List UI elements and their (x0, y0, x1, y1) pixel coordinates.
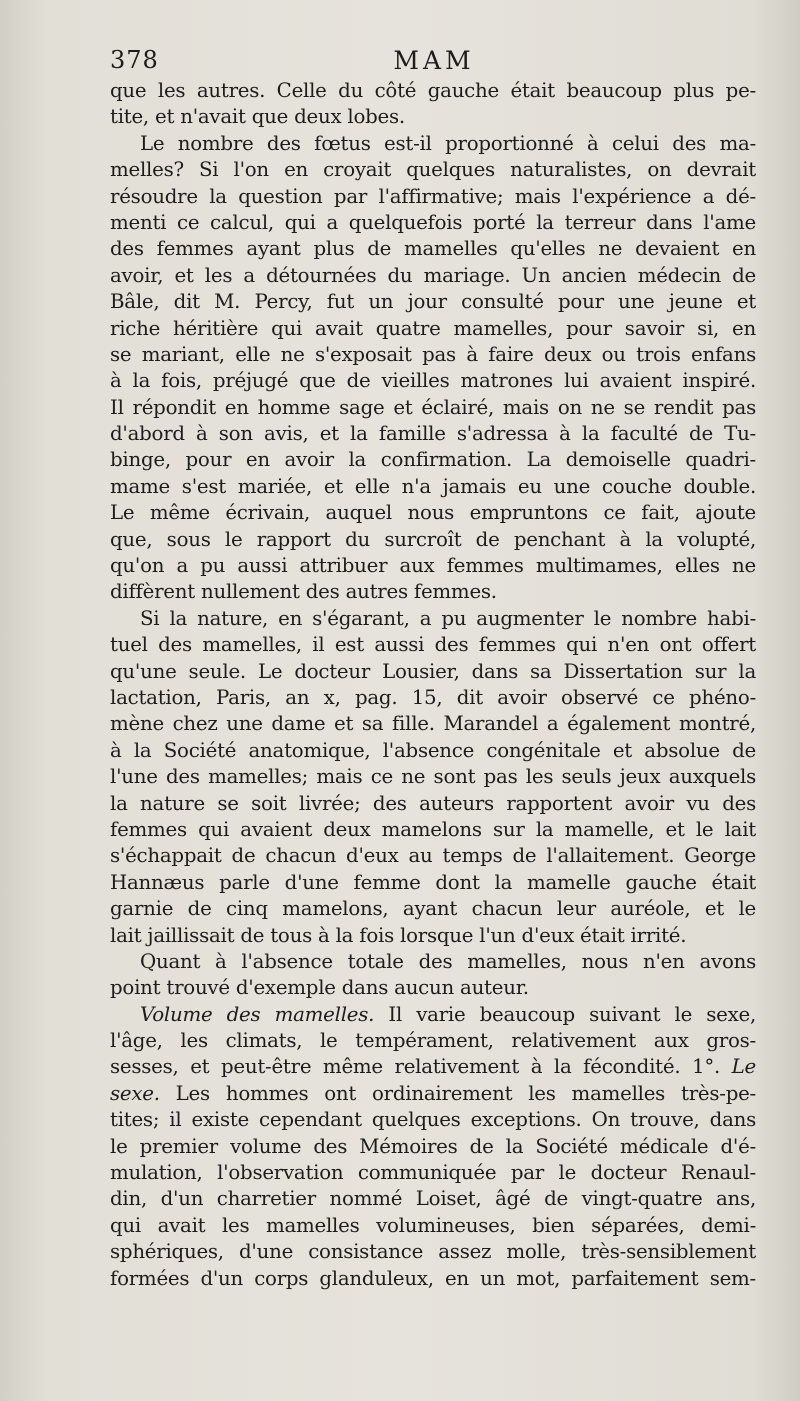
text-line: résoudre la question par l'affirmative; mais l'expérience a dé- (110, 184, 756, 208)
text-line: lait jaillissait de tous à la fois lorsque l'un d'eux était irrité. (110, 923, 687, 947)
paragraph-list (110, 78, 756, 1002)
text-line: qu'on a pu aussi attribuer aux femmes multimames, elles ne (110, 554, 756, 578)
text-line: qui avait les mamelles volumineuses, bien séparées, demi- (110, 1213, 756, 1237)
text-line: qu'une seule. Le docteur Lousier, dans sa Dissertation sur la (110, 659, 756, 683)
text-line: lactation, Paris, an x, pag. 15, dit avoir observé ce phéno- (110, 685, 756, 709)
text-line: à la Société anatomique, l'absence congénitale et absolue de (110, 738, 756, 762)
text-span: Les hommes ont ordinairement les mamelles très-pe- (159, 1081, 756, 1105)
text-line: tuel des mamelles, il est aussi des femmes qui n'en ont offert (110, 633, 756, 657)
text-line: Quant à l'absence totale des mamelles, nous n'en avons (140, 949, 756, 973)
text-line: garnie de cinq mamelons, ayant chacun leur auréole, et le (110, 897, 756, 921)
text-line: formées d'un corps glanduleux, en un mot, parfaitement sem- (110, 1266, 756, 1290)
page-number: 378 (110, 46, 159, 74)
text-line: mulation, l'observation communiquée par le docteur Renaul- (110, 1161, 756, 1185)
paragraph (110, 606, 756, 949)
text-line: avoir, et les a détournées du mariage. Un ancien médecin de (110, 263, 756, 287)
text-line: Si la nature, en s'égarant, a pu augmenter le nombre habi- (140, 606, 756, 630)
text-line: point trouvé d'exemple dans aucun auteur. (110, 976, 529, 1000)
text-line: mame s'est mariée, et elle n'a jamais eu une couche double. (110, 474, 756, 498)
text-line: din, d'un charretier nommé Loiset, âgé de vingt-quatre ans, (110, 1187, 756, 1211)
text-line: melles? Si l'on en croyait quelques naturalistes, on devrait (110, 158, 756, 182)
text-line: la nature se soit livrée; des auteurs rapportent avoir vu des (110, 791, 756, 815)
body-text (110, 78, 756, 1292)
italic-text: Le (731, 1055, 756, 1079)
running-head: MAM (393, 46, 475, 75)
final-lines (110, 1107, 756, 1292)
text-line: que, sous le rapport du surcroît de penchant à la volupté, (110, 527, 756, 551)
text-line: tites; il existe cependant quelques exceptions. On trouve, dans (110, 1108, 756, 1132)
text-line: sphériques, d'une consistance assez molle, très-sensiblement (110, 1240, 756, 1264)
text-line (110, 1081, 756, 1107)
text-line: des femmes ayant plus de mamelles qu'elles ne devaient en (110, 237, 756, 261)
text-line: s'échappait de chacun d'eux au temps de l'allaitement. George (110, 844, 756, 868)
text-line: l'une des mamelles; mais ce ne sont pas les seuls jeux auxquels (110, 765, 756, 789)
text-line: binge, pour en avoir la confirmation. La demoiselle quadri- (110, 448, 756, 472)
text-line: Hannæus parle d'une femme dont la mamelle gauche était (110, 870, 756, 894)
text-line: à la fois, préjugé que de vieilles matrones lui avaient inspiré. (110, 369, 756, 393)
text-span: Il varie beaucoup suivant le sexe, (374, 1002, 756, 1026)
text-line: l'âge, les climats, le tempérament, relativement aux gros- (110, 1029, 756, 1053)
text-line (110, 1054, 756, 1080)
italic-text: sexe. (110, 1081, 160, 1105)
text-line: d'abord à son avis, et la famille s'adressa à la faculté de Tu- (110, 422, 756, 446)
text-line: Le nombre des fœtus est-il proportionné à celui des ma- (140, 131, 756, 155)
text-line (110, 1002, 756, 1028)
text-line: riche héritière qui avait quatre mamelles, pour savoir si, en (110, 316, 756, 340)
paragraph-volume-des-mamelles (110, 1002, 756, 1292)
paragraph (110, 78, 756, 131)
text-line: le premier volume des Mémoires de la Société médicale d'é- (110, 1134, 756, 1158)
page-header (110, 46, 758, 76)
text-line: Il répondit en homme sage et éclairé, mais on ne se rendit pas (110, 395, 756, 419)
text-line: femmes qui avaient deux mamelons sur la mamelle, et le lait (110, 817, 756, 841)
text-line: Le même écrivain, auquel nous empruntons ce fait, ajoute (110, 501, 756, 525)
text-line: tite, et n'avait que deux lobes. (110, 105, 405, 129)
section-heading: Volume des mamelles. (140, 1002, 375, 1026)
text-line: mène chez une dame et sa fille. Marandel a également montré, (110, 712, 756, 736)
text-line: se mariant, elle ne s'exposait pas à faire deux ou trois enfans (110, 342, 756, 366)
text-line: diffèrent nullement des autres femmes. (110, 580, 497, 604)
text-line: que les autres. Celle du côté gauche était beaucoup plus pe- (110, 79, 756, 102)
text-line: Bâle, dit M. Percy, fut un jour consulté pour une jeune et (110, 290, 756, 314)
paragraph (110, 131, 756, 606)
text-span: sesses, et peut-être même relativement à la fécondité. 1°. (110, 1055, 732, 1079)
text-line: menti ce calcul, qui a quelquefois porté la terreur dans l'ame (110, 210, 756, 234)
paragraph (110, 949, 756, 1002)
